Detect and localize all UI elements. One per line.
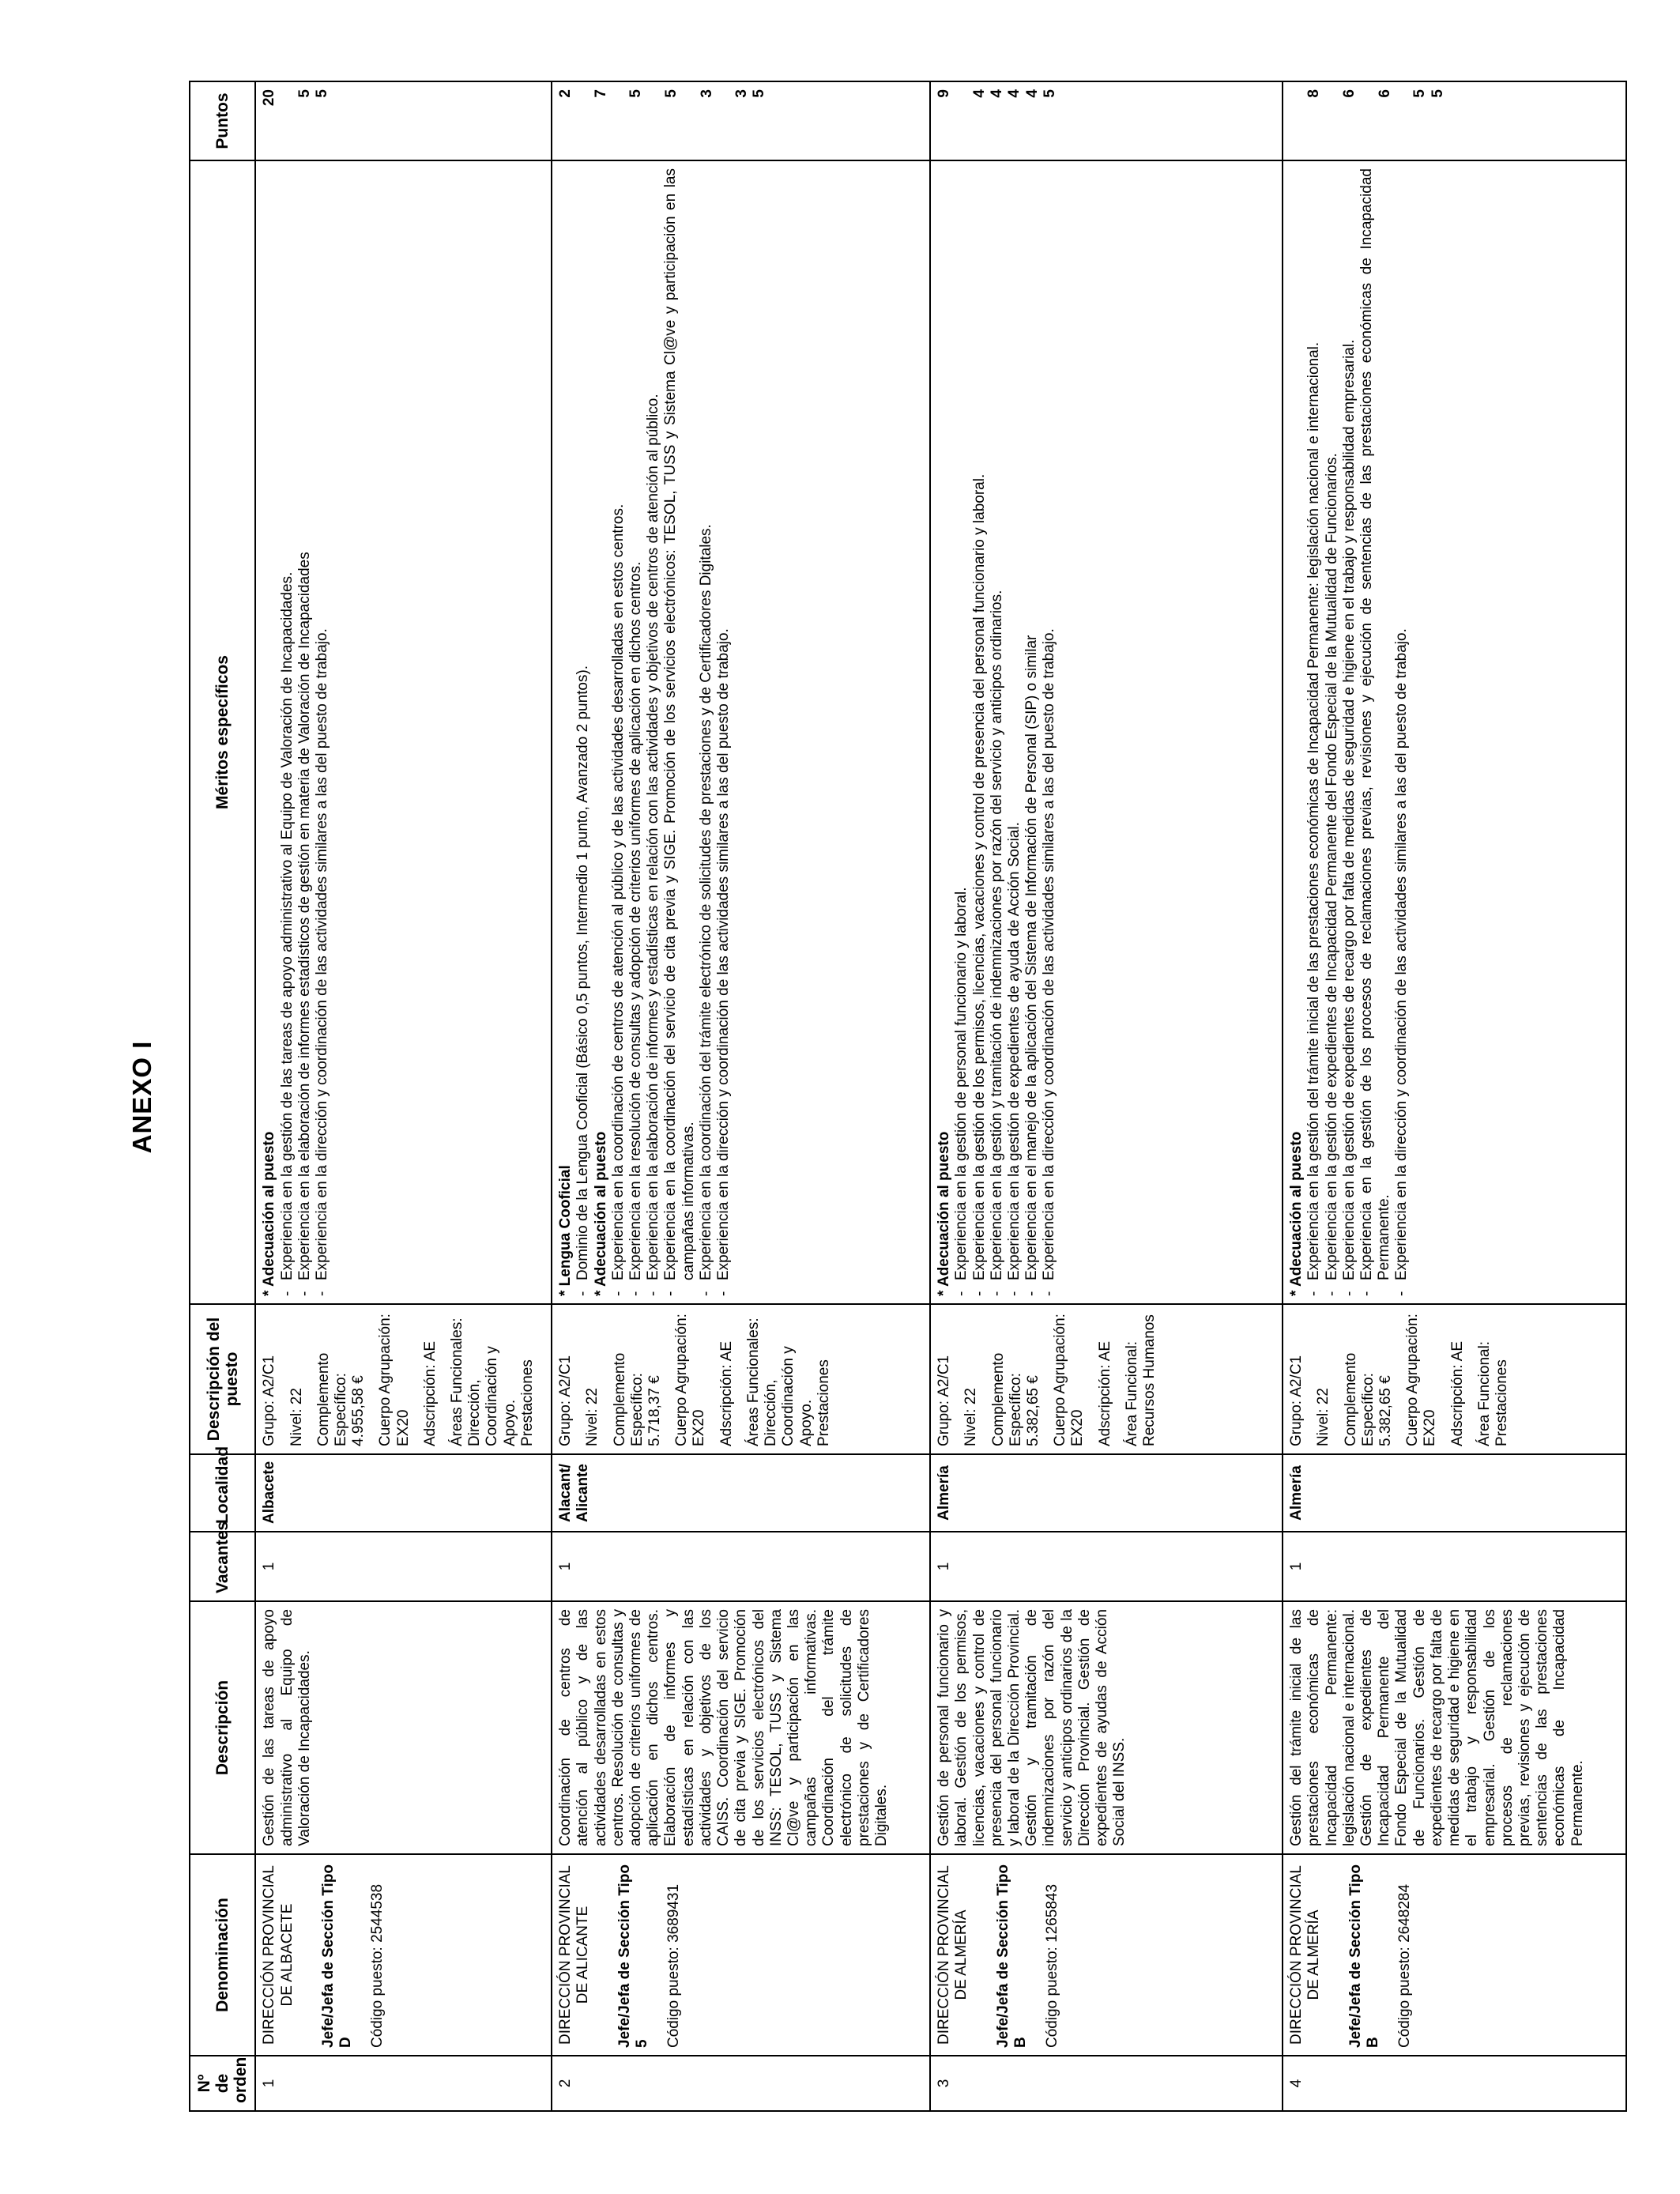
merito-text: Experiencia en la gestión y tramitación de indemnizaciones por razón del servicio y anticipos ordinarios. [988, 590, 1005, 1280]
puntos-value: 20 [261, 89, 278, 107]
merito-item [698, 168, 715, 1296]
codigo-puesto: Código puesto: 2648284 [1396, 1883, 1413, 2048]
codigo-puesto: Código puesto: 2544538 [369, 1883, 386, 2048]
codigo-puesto: Código puesto: 1265843 [1044, 1883, 1060, 2048]
merito-dash: - [296, 1291, 313, 1296]
descripcion-puesto-cell [255, 1304, 552, 1454]
header-vacantes: Vacantes [190, 1532, 255, 1601]
orden-cell: 3 [930, 2056, 1283, 2111]
merito-item [1006, 168, 1023, 1296]
merito-item [314, 168, 331, 1296]
puntos-value: 5 [1429, 89, 1446, 98]
merito-text: Experiencia en la coordinación de centros de atención al público y de las actividades desarrolladas en estos centros. [609, 503, 627, 1280]
vacantes-cell: 1 [255, 1532, 552, 1601]
table-row [552, 81, 930, 2111]
merito-dash: - [645, 1291, 662, 1296]
puesto-field: Grupo: A2/C1 [1288, 1355, 1305, 1446]
merito-block-heading: * Adecuación al puesto [1288, 1131, 1305, 1296]
merito-text: Experiencia en la coordinación del trámite electrónico de solicitudes de prestaciones y de Certificadores Digitales. [697, 524, 714, 1280]
localidad-cell: Albacete [255, 1454, 552, 1532]
merito-item [610, 168, 627, 1296]
merito-dash: - [1393, 1291, 1411, 1296]
puntos-value: 9 [936, 89, 953, 98]
descripcion-puesto-cell [552, 1304, 930, 1454]
table-row [255, 81, 552, 2111]
puntos-value: 5 [1041, 89, 1058, 98]
provincia-name: DIRECCIÓN PROVINCIAL DE ALICANTE [557, 1865, 592, 2045]
orden-cell: 4 [1283, 2056, 1626, 2111]
merito-dash: - [970, 1291, 988, 1296]
puesto-field: Complemento Específico: 5.718,37 € [611, 1352, 663, 1446]
puntos-value: 5 [296, 89, 313, 98]
header-denominacion: Denominación [190, 1854, 255, 2056]
puesto-field: Adscripción: AE [718, 1340, 735, 1446]
puntos-value: 5 [627, 89, 645, 98]
merito-dash: - [662, 1291, 680, 1296]
puntos-value: 6 [1341, 89, 1358, 98]
merito-dash: - [278, 1291, 296, 1296]
merito-text: Experiencia en la gestión de personal funcionario y laboral. [953, 887, 970, 1280]
localidad-cell: Almería [1283, 1454, 1626, 1532]
provincia-name: DIRECCIÓN PROVINCIAL DE ALBACETE [261, 1865, 296, 2045]
puesto-field: Áreas Funcionales: Dirección, Coordinación y Apoyo. Prestaciones [744, 1318, 832, 1446]
puntos-value: 4 [1006, 89, 1023, 98]
merito-dash: - [313, 1291, 330, 1296]
puesto-field: Nivel: 22 [1315, 1388, 1332, 1446]
cargo-name: Jefe/Jefa de Sección Tipo D [319, 1864, 354, 2048]
puesto-field: Grupo: A2/C1 [557, 1355, 574, 1446]
puntos-value: 7 [592, 89, 609, 98]
header-localidad: Localidad [190, 1454, 255, 1532]
header-descripcion: Descripción [190, 1601, 255, 1854]
merito-item [627, 168, 645, 1296]
puntos-value: 6 [1376, 89, 1393, 98]
descripcion-cell: Gestión del trámite inicial de las prestaciones económicas de Incapacidad Permanente: legislación nacional e internacional. Gestión de expedientes de Incapacidad Permanente del Fondo Especial de la Mutualidad de Funcionarios. Gestión de expedientes de recargo por falta de medidas de seguridad e higiene en el trabajo y responsabilidad empresarial. Gestión de los procesos de reclamaciones previas, revisiones y ejecución de sentencias de las prestaciones económicas de Incapacidad Permanente. [1283, 1601, 1626, 1854]
merito-text: Dominio de la Lengua Cooficial (Básico 0,5 puntos, Intermedio 1 punto, Avanzado 2 puntos). [574, 665, 592, 1280]
merito-item [1041, 168, 1058, 1296]
puntos-value: 4 [970, 89, 988, 98]
puesto-field: Grupo: A2/C1 [936, 1355, 953, 1446]
denominacion-cell [930, 1854, 1283, 2056]
merito-dash: - [1323, 1291, 1340, 1296]
puntos-value: 4 [1023, 89, 1041, 98]
puesto-field: Áreas Funcionales: Dirección, Coordinación y Apoyo. Prestaciones [449, 1318, 536, 1446]
merito-text: Experiencia en la elaboración de informes estadísticos de gestión en materia de Valoración de Incapacidades [296, 552, 313, 1280]
puntos-value: 3 [698, 89, 715, 98]
merito-item [296, 168, 314, 1296]
merito-text: Experiencia en la coordinación del servicio de cita previa y SIGE. Promoción de los servicios electrónicos: TESOL, TUSS y Sistema Cl@ve y participación en las campañas informativas. [662, 168, 697, 1280]
puesto-field: Área Funcional: Prestaciones [1475, 1340, 1511, 1446]
table-row [1283, 81, 1626, 2111]
merito-block-heading: * Lengua Cooficial [557, 1165, 574, 1296]
puntos-value: 5 [1411, 89, 1429, 98]
merito-text: Experiencia en la gestión del trámite inicial de las prestaciones económicas de Incapacidad Permanente: legislación nacional e internacional. [1305, 341, 1323, 1280]
merito-dash: - [697, 1291, 714, 1296]
localidad-cell: Almería [930, 1454, 1283, 1532]
puntos-value: 3 [733, 89, 751, 98]
merito-dash: - [1023, 1291, 1041, 1296]
denominacion-cell [1283, 1854, 1626, 2056]
merito-block-heading: * Adecuación al puesto [261, 1131, 278, 1296]
puesto-field: Adscripción: AE [1096, 1340, 1113, 1446]
merito-text: Experiencia en la elaboración de informes y estadísticas en relación con las actividades y objetivos de centros de atención al público. [645, 394, 662, 1280]
descripcion-cell: Gestión de las tareas de apoyo administrativo al Equipo de Valoración de Incapacidades. [255, 1601, 552, 1854]
merito-item [1393, 168, 1411, 1296]
merito-dash: - [1305, 1291, 1323, 1296]
merito-text: Experiencia en la gestión de los permisos, licencias, vacaciones y control de presencia del personal funcionario y laboral. [970, 473, 988, 1280]
merito-item [989, 168, 1006, 1296]
meritos-cell [552, 160, 930, 1304]
puntos-value: 2 [557, 89, 574, 98]
cargo-name: Jefe/Jefa de Sección Tipo B [994, 1864, 1029, 2048]
vacantes-cell: 1 [1283, 1532, 1626, 1601]
puesto-field: Grupo: A2/C1 [261, 1355, 278, 1446]
provincia-name: DIRECCIÓN PROVINCIAL DE ALMERÍA [1288, 1865, 1323, 2045]
denominacion-cell [255, 1854, 552, 2056]
puntos-cell [552, 81, 930, 160]
puntos-cell [930, 81, 1283, 160]
merito-text: Experiencia en la dirección y coordinación de las actividades similares a las del puesto de trabajo. [715, 628, 733, 1280]
merito-dash: - [1041, 1291, 1058, 1296]
merito-text: Experiencia en la gestión de expedientes de recargo por falta de medidas de seguridad e higiene en el trabajo y responsabilidad empresarial. [1340, 339, 1358, 1280]
merito-item [715, 168, 733, 1296]
merito-text: Experiencia en la dirección y coordinación de las actividades similares a las del puesto de trabajo. [313, 628, 330, 1280]
descripcion-cell: Coordinación de centros de atención al público y de las actividades desarrolladas en estos centros. Resolución de consultas y adopción de criterios uniformes de aplicación en dichos centros. Elaboración de informes y estadísticas en relación con las actividades y objetivos de los CAISS. Coordinación del servicio de cita previa y SIGE. Promoción de los servicios electrónicos del INSS: TESOL, TUSS y Sistema Cl@ve y participación en las campañas informativas. Coordinación del trámite electrónico de solicitudes de prestaciones y de Certificadores Digitales. [552, 1601, 930, 1854]
header-orden: Nº de orden [190, 2056, 255, 2111]
merito-dash: - [609, 1291, 627, 1296]
puntos-value: 5 [662, 89, 680, 98]
merito-dash: - [627, 1291, 644, 1296]
puntos-cell [1283, 81, 1626, 160]
table-row [930, 81, 1283, 2111]
meritos-cell [1283, 160, 1626, 1304]
merito-text: Experiencia en la gestión de las tareas de apoyo administrativo al Equipo de Valoración de Incapacidades. [278, 571, 296, 1280]
cargo-name: Jefe/Jefa de Sección Tipo 5 [616, 1864, 650, 2048]
merito-item [574, 168, 592, 1296]
puesto-field: Cuerpo Agrupación: EX20 [1404, 1314, 1439, 1446]
merito-item [662, 168, 697, 1296]
puntos-value: 5 [751, 89, 768, 98]
merito-item [279, 168, 296, 1296]
descripcion-puesto-cell [930, 1304, 1283, 1454]
merito-item [971, 168, 989, 1296]
merito-dash: - [1340, 1291, 1358, 1296]
merito-item [1341, 168, 1358, 1296]
table-header-row [190, 81, 255, 2111]
merito-dash: - [574, 1291, 592, 1296]
vacantes-cell: 1 [552, 1532, 930, 1601]
localidad-cell: Alacant/ Alicante [552, 1454, 930, 1532]
denominacion-cell [552, 1854, 930, 2056]
puesto-field: Cuerpo Agrupación: EX20 [1052, 1314, 1087, 1446]
meritos-cell [255, 160, 552, 1304]
provincia-name: DIRECCIÓN PROVINCIAL DE ALMERÍA [936, 1865, 970, 2045]
orden-cell: 1 [255, 2056, 552, 2111]
merito-item [1023, 168, 1041, 1296]
merito-block-heading: * Adecuación al puesto [936, 1131, 953, 1296]
merito-text: Experiencia en la gestión de expedientes de ayuda de Acción Social. [1006, 822, 1023, 1280]
puntos-value: 4 [989, 89, 1006, 98]
merito-text: Experiencia en el manejo de la aplicación del Sistema de Información de Personal (SIP) o similar [1023, 635, 1041, 1280]
merito-dash: - [1358, 1291, 1375, 1296]
puesto-field: Cuerpo Agrupación: EX20 [673, 1314, 708, 1446]
puesto-field: Cuerpo Agrupación: EX20 [377, 1314, 412, 1446]
header-meritos: Méritos específicos [190, 160, 255, 1304]
merito-dash: - [1006, 1291, 1023, 1296]
orden-cell: 2 [552, 2056, 930, 2111]
merito-text: Experiencia en la dirección y coordinación de las actividades similares a las del puesto de trabajo. [1041, 628, 1058, 1280]
merito-dash: - [715, 1291, 733, 1296]
puesto-field: Complemento Específico: 5.382,65 € [989, 1352, 1042, 1446]
vacantes-cell: 1 [930, 1532, 1283, 1601]
puesto-field: Nivel: 22 [288, 1388, 305, 1446]
puntos-value: 5 [314, 89, 331, 98]
descripcion-puesto-cell [1283, 1304, 1626, 1454]
cargo-name: Jefe/Jefa de Sección Tipo B [1347, 1864, 1381, 2048]
puesto-field: Área Funcional: Recursos Humanos [1123, 1314, 1158, 1446]
document-title: ANEXO I [127, 1040, 156, 1154]
merito-item [953, 168, 970, 1296]
puesto-field: Nivel: 22 [962, 1388, 980, 1446]
merito-item [1305, 168, 1323, 1296]
merito-item [645, 168, 662, 1296]
merito-text: Experiencia en la gestión de expedientes de Incapacidad Permanente del Fondo Especial de la Mutualidad de Funcionarios. [1323, 453, 1340, 1280]
merito-text: Experiencia en la dirección y coordinación de las actividades similares a las del puesto de trabajo. [1393, 628, 1411, 1280]
puntos-value: 8 [1305, 89, 1323, 98]
descripcion-cell: Gestión de personal funcionario y laboral. Gestión de los permisos, licencias, vacaciones y control de presencia del personal funcionario y laboral de la Dirección Provincial. Gestión y tramitación de indemnizaciones por razón del servicio y anticipos ordinarios de la Dirección Provincial. Gestión de expedientes de ayudas de Acción Social del INSS. [930, 1601, 1283, 1854]
puesto-field: Nivel: 22 [584, 1388, 601, 1446]
merito-item [1358, 168, 1393, 1296]
puntos-cell [255, 81, 552, 160]
merito-block-heading: * Adecuación al puesto [592, 1131, 609, 1296]
merito-text: Experiencia en la gestión de los procesos de reclamaciones previas, revisiones y ejecución de sentencias de las prestaciones económicas de Incapacidad Permanente. [1358, 168, 1393, 1280]
document-sheet [126, 82, 1586, 2112]
merito-dash: - [988, 1291, 1005, 1296]
puesto-field: Complemento Específico: 5.382,65 € [1342, 1352, 1394, 1446]
codigo-puesto: Código puesto: 3689431 [665, 1883, 682, 2048]
plazas-table [189, 81, 1627, 2112]
header-descripcion-puesto: Descripción del puesto [190, 1304, 255, 1454]
merito-dash: - [953, 1291, 970, 1296]
puesto-field: Adscripción: AE [421, 1340, 439, 1446]
merito-text: Experiencia en la resolución de consultas y adopción de criterios uniformes de aplicación en dichos centros. [627, 561, 644, 1280]
meritos-cell [930, 160, 1283, 1304]
puesto-field: Complemento Específico: 4.955,58 € [315, 1352, 367, 1446]
header-puntos: Puntos [190, 81, 255, 160]
merito-item [1324, 168, 1341, 1296]
puesto-field: Adscripción: AE [1448, 1340, 1466, 1446]
